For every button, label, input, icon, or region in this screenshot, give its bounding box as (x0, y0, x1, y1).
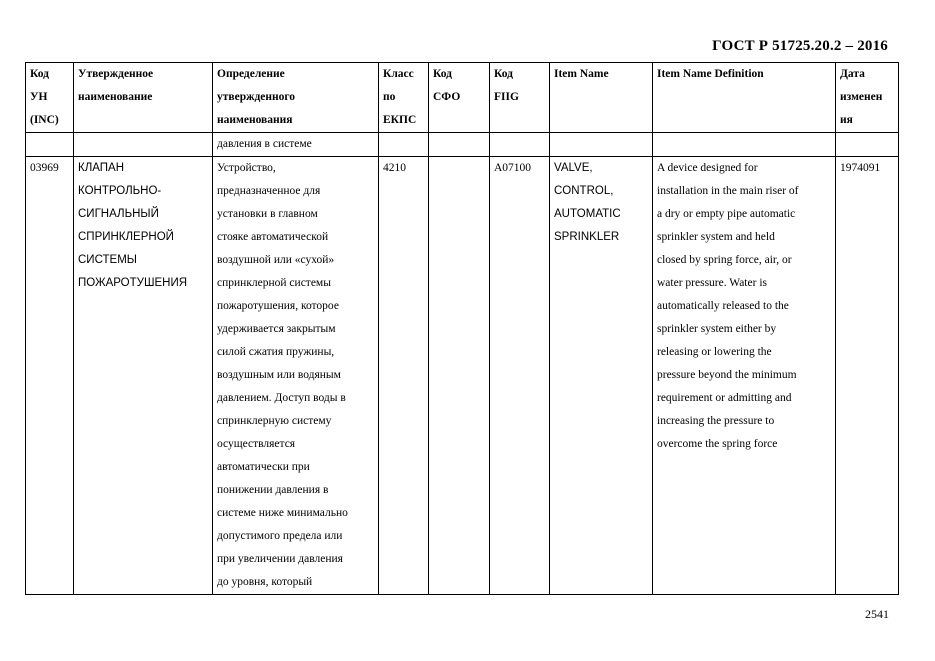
table-row (26, 157, 899, 595)
catalog-table (25, 62, 899, 595)
cell-item-name-definition (653, 133, 836, 157)
col-header-item-name: Item Name (550, 63, 653, 133)
col-header-item-name-definition: Item Name Definition (653, 63, 836, 133)
col-header-fiig: Код FIIG (490, 63, 550, 133)
cell-item-name: VALVE, CONTROL, AUTOMATIC SPRINKLER (550, 157, 653, 595)
document-title: ГОСТ Р 51725.20.2 – 2016 (712, 38, 888, 54)
cell-approved-name (74, 133, 213, 157)
cell-class: 4210 (379, 157, 429, 595)
cell-item-name (550, 133, 653, 157)
col-header-sfo: Код СФО (429, 63, 490, 133)
cell-inc: 03969 (26, 157, 74, 595)
cell-date (836, 133, 899, 157)
cell-fiig (490, 133, 550, 157)
cell-class (379, 133, 429, 157)
cell-approved-name: КЛАПАН КОНТРОЛЬНО- СИГНАЛЬНЫЙ СПРИНКЛЕРНОЙ СИСТЕМЫ ПОЖАРОТУШЕНИЯ (74, 157, 213, 595)
col-header-date: Дата изменен ия (836, 63, 899, 133)
cell-inc (26, 133, 74, 157)
cell-sfo (429, 157, 490, 595)
col-header-definition: Определение утвержденного наименования (213, 63, 379, 133)
page-number: 2541 (865, 607, 889, 621)
cell-fiig: A07100 (490, 157, 550, 595)
header-row (26, 63, 899, 133)
cell-definition: Устройство, предназначенное для установки в главном стояке автоматической воздушной или «сухой» спринклерной системы пожаротушения, которое удерживается закрытым силой сжатия пружины, воздушным или водяным давлением. Доступ воды в спринклерную систему осуществляется автоматически при понижении давления в системе ниже минимально допустимого предела или при увеличении давления до уровня, который (213, 157, 379, 595)
cell-sfo (429, 133, 490, 157)
col-header-class: Класс по ЕКПС (379, 63, 429, 133)
cell-definition: давления в системе (213, 133, 379, 157)
col-header-inc: Код УН (INC) (26, 63, 74, 133)
table-row-continuation (26, 133, 899, 157)
cell-item-name-definition: A device designed for installation in the main riser of a dry or empty pipe automatic sprinkler system and held closed by spring force, air, or water pressure. Water is automatically released to the sprinkler system either by releasing or lowering the pressure beyond the minimum requirement or admitting and increasing the pressure to overcome the spring force (653, 157, 836, 595)
cell-date: 1974091 (836, 157, 899, 595)
col-header-approved-name: Утвержденное наименование (74, 63, 213, 133)
